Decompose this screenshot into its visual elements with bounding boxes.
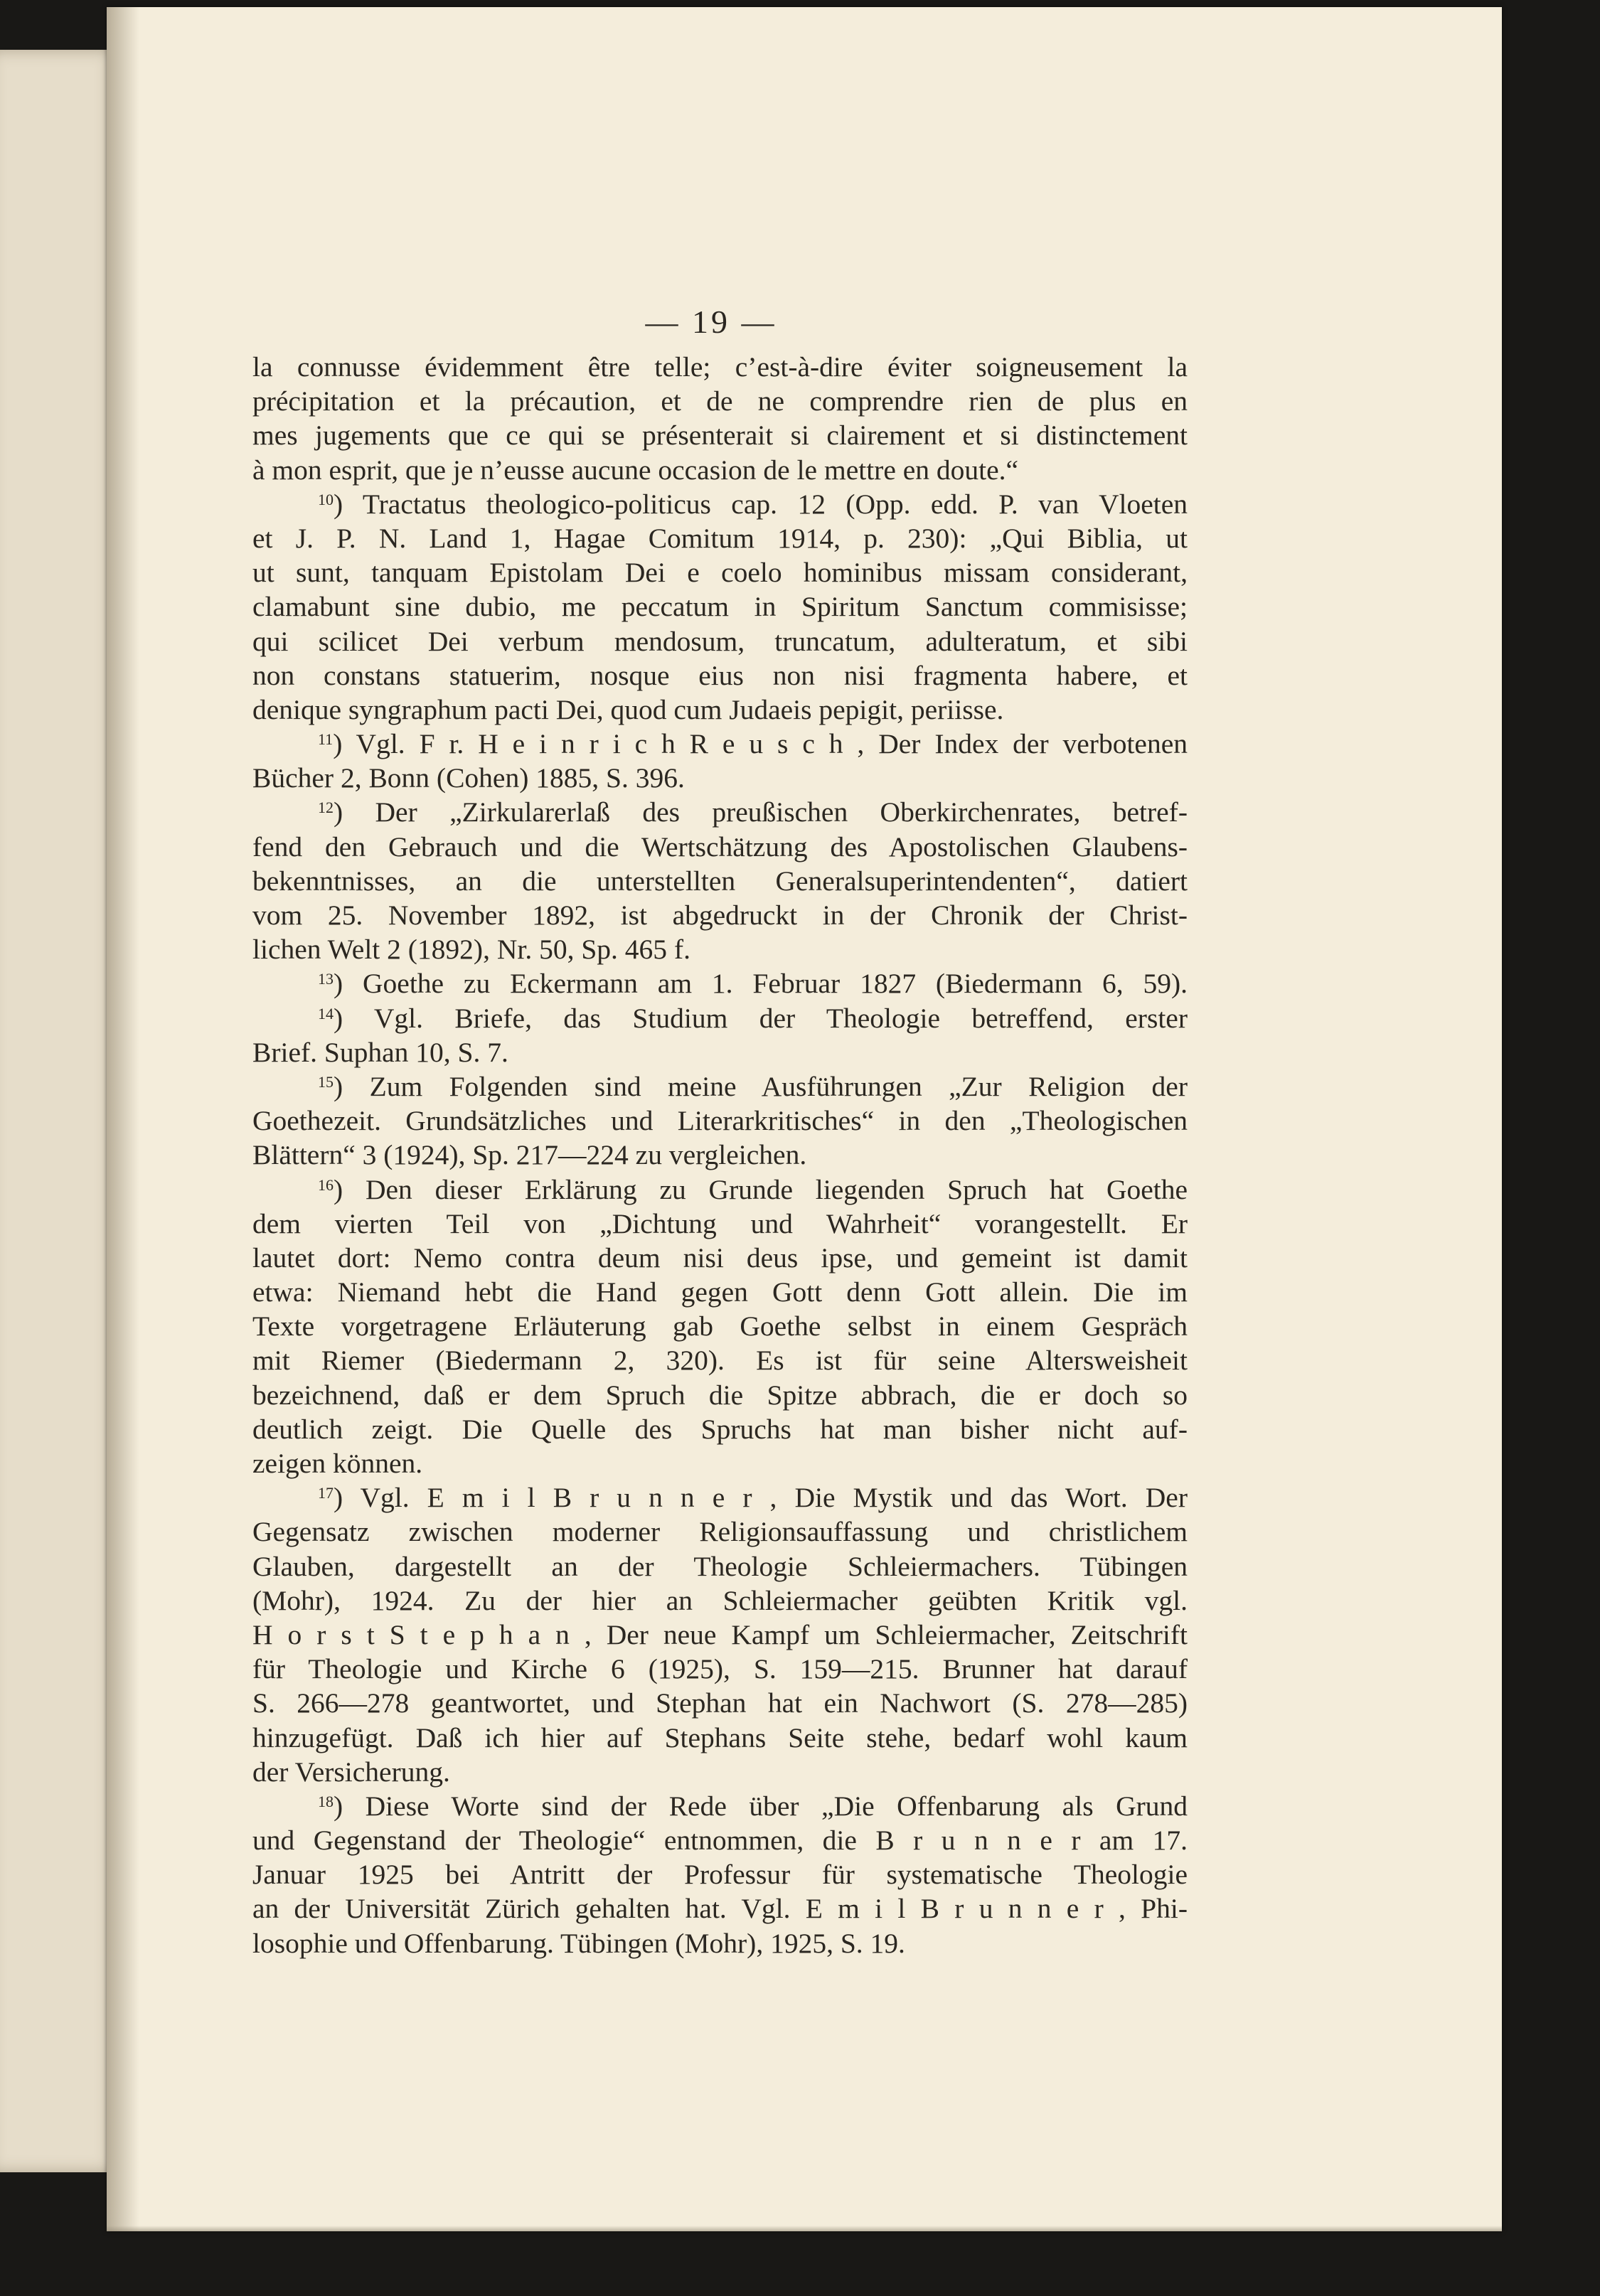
footnote-number: 18 <box>318 1792 334 1810</box>
line-text: und Gegenstand der Theologie“ entnommen, die B r u n n e r am 17. <box>252 1825 1188 1857</box>
line-text: Bücher 2, Bonn (Cohen) 1885, S. 396. <box>252 762 685 794</box>
footnote-paren: ) <box>334 488 363 520</box>
text-line <box>252 693 1188 727</box>
text-line <box>252 1652 1188 1686</box>
line-text: fend den Gebrauch und die Wertschätzung des Apostolischen Glaubens- <box>252 831 1188 863</box>
text-line <box>252 624 1188 658</box>
footnote-paren: ) <box>333 728 356 760</box>
text-line <box>252 761 1188 795</box>
text-line <box>252 658 1188 693</box>
line-text: clamabunt sine dubio, me peccatum in Spiritum Sanctum commisisse; <box>252 591 1188 623</box>
text-line <box>252 1207 1188 1241</box>
footnote-number: 15 <box>318 1072 334 1091</box>
text-line <box>252 521 1188 555</box>
text-line <box>252 1926 1188 1960</box>
line-text: Brief. Suphan 10, S. 7. <box>252 1036 508 1068</box>
footnote-number: 17 <box>318 1484 334 1502</box>
footnote-paren: ) <box>334 1482 361 1514</box>
line-text: et J. P. N. Land 1, Hagae Comitum 1914, p. 230): „Qui Biblia, ut <box>252 522 1188 554</box>
line-text: mes jugements que ce qui se présenterait si clairement et si distinctement <box>252 420 1188 452</box>
line-text: Goethezeit. Grundsätzliches und Literarkritisches“ in den „Theologischen <box>252 1105 1188 1137</box>
line-text: Gegensatz zwischen moderner Religionsauffassung und christlichem <box>252 1516 1188 1548</box>
line-text: non constans statuerim, nosque eius non nisi fragmenta habere, et <box>252 659 1188 691</box>
footnote-paren: ) <box>334 1002 374 1034</box>
line-text: für Theologie und Kirche 6 (1925), S. 159—215. Brunner hat darauf <box>252 1653 1188 1685</box>
line-text: zeigen können. <box>252 1448 423 1479</box>
line-text: Der „Zirkularerlaß des preußischen Oberkirchenrates, betref- <box>375 796 1188 828</box>
text-line <box>252 1241 1188 1275</box>
text-line <box>252 384 1188 418</box>
text-line <box>252 1138 1188 1172</box>
footnote-paren: ) <box>334 1173 366 1205</box>
text-line <box>252 1549 1188 1584</box>
text-line <box>252 1275 1188 1309</box>
footnote-number: 14 <box>318 1004 334 1022</box>
text-line <box>252 1857 1188 1891</box>
line-text: (Mohr), 1924. Zu der hier an Schleiermacher geübten Kritik vgl. <box>252 1584 1188 1616</box>
text-line <box>252 932 1188 966</box>
footnote-number: 10 <box>318 490 334 508</box>
line-text: S. 266—278 geantwortet, und Stephan hat ein Nachwort (S. 278—285) <box>252 1687 1188 1719</box>
footnote-first-line <box>252 966 1188 1000</box>
text-line <box>252 1584 1188 1618</box>
page-number: — 19 — <box>645 304 777 340</box>
text-line <box>252 555 1188 589</box>
gutter-shadow <box>107 7 139 2231</box>
text-line <box>252 1309 1188 1343</box>
page-bottom-edge <box>107 2226 1502 2231</box>
line-text: vom 25. November 1892, ist abgedruckt in der Chronik der Christ- <box>252 899 1188 931</box>
footnote-paren: ) <box>334 796 375 828</box>
line-text: ut sunt, tanquam Epistolam Dei e coelo hominibus missam considerant, <box>252 557 1188 589</box>
line-text: Diese Worte sind der Rede über „Die Offenbarung als Grund <box>365 1790 1188 1822</box>
line-text: Zum Folgenden sind meine Ausführungen „Zur Religion der <box>369 1070 1188 1102</box>
footnote-first-line <box>252 795 1188 829</box>
text-line <box>252 1104 1188 1138</box>
line-text: Tractatus theologico-politicus cap. 12 (Opp. edd. P. van Vloeten <box>362 488 1188 520</box>
footnote-paren: ) <box>334 1790 366 1822</box>
text-line <box>252 350 1188 384</box>
footnote-first-line <box>252 487 1188 521</box>
footnotes-text-block <box>252 350 1188 1960</box>
line-text: Januar 1925 bei Antritt der Professur für systematische Theologie <box>252 1859 1188 1891</box>
text-line <box>252 1891 1188 1926</box>
text-line <box>252 1412 1188 1446</box>
footnote-first-line <box>252 1001 1188 1035</box>
line-text: Glauben, dargestellt an der Theologie Schleiermachers. Tübingen <box>252 1550 1188 1582</box>
text-line <box>252 1755 1188 1789</box>
text-line <box>252 864 1188 898</box>
footnote-number: 16 <box>318 1175 334 1194</box>
line-text: Goethe zu Eckermann am 1. Februar 1827 (Biedermann 6, 59). <box>363 968 1188 1000</box>
text-line <box>252 1515 1188 1549</box>
footnote-first-line <box>252 1069 1188 1104</box>
line-text: an der Universität Zürich gehalten hat. Vgl. E m i l B r u n n e r , Phi- <box>252 1893 1188 1925</box>
line-text: deutlich zeigt. Die Quelle des Spruchs hat man bisher nicht auf- <box>252 1413 1188 1445</box>
line-text: losophie und Offenbarung. Tübingen (Mohr), 1925, S. 19. <box>252 1927 905 1959</box>
footnote-first-line <box>252 1789 1188 1823</box>
line-text: Vgl. Briefe, das Studium der Theologie betreffend, erster <box>373 1002 1188 1034</box>
text-line <box>252 1378 1188 1412</box>
line-text: Den dieser Erklärung zu Grunde liegenden Spruch hat Goethe <box>365 1173 1188 1205</box>
line-text: denique syngraphum pacti Dei, quod cum Judaeis pepigit, periisse. <box>252 693 1004 725</box>
footnote-first-line <box>252 727 1188 761</box>
facing-page-edge <box>0 50 123 2172</box>
line-text: précipitation et la précaution, et de ne comprendre rien de plus en <box>252 385 1188 417</box>
line-text: à mon esprit, que je n’eusse aucune occasion de le mettre en doute.“ <box>252 454 1019 486</box>
line-text: mit Riemer (Biedermann 2, 320). Es ist für seine Altersweisheit <box>252 1345 1188 1377</box>
text-line <box>252 1446 1188 1480</box>
line-text: Blättern“ 3 (1924), Sp. 217—224 zu vergleichen. <box>252 1139 807 1171</box>
line-text: la connusse évidemment être telle; c’est-à-dire éviter soigneusement la <box>252 351 1188 383</box>
text-line <box>252 1823 1188 1857</box>
text-line <box>252 1618 1188 1652</box>
line-text: lichen Welt 2 (1892), Nr. 50, Sp. 465 f. <box>252 934 690 966</box>
text-line <box>252 1686 1188 1720</box>
text-line <box>252 453 1188 487</box>
line-text: bezeichnend, daß er dem Spruch die Spitze abbrach, die er doch so <box>252 1379 1188 1411</box>
footnote-number: 13 <box>318 970 334 988</box>
line-text: dem vierten Teil von „Dichtung und Wahrheit“ vorangestellt. Er <box>252 1207 1188 1239</box>
text-line <box>252 830 1188 864</box>
line-text: Vgl. E m i l B r u n n e r , Die Mystik und das Wort. Der <box>360 1482 1188 1514</box>
line-text: etwa: Niemand hebt die Hand gegen Gott denn Gott allein. Die im <box>252 1276 1188 1308</box>
footnote-paren: ) <box>334 968 363 1000</box>
line-text: lautet dort: Nemo contra deum nisi deus ipse, und gemeint ist damit <box>252 1242 1188 1274</box>
line-text: bekenntnisses, an die unterstellten Generalsuperintendenten“, datiert <box>252 865 1188 897</box>
line-text: hinzugefügt. Daß ich hier auf Stephans Seite stehe, bedarf wohl kaum <box>252 1721 1188 1753</box>
text-line <box>252 1343 1188 1377</box>
footnote-number: 12 <box>318 799 334 817</box>
line-text: H o r s t S t e p h a n , Der neue Kampf um Schleiermacher, Zeitschrift <box>252 1618 1188 1650</box>
footnote-first-line <box>252 1480 1188 1515</box>
text-line <box>252 898 1188 932</box>
footnote-number: 11 <box>318 730 334 749</box>
text-line <box>252 1721 1188 1755</box>
text-line <box>252 1035 1188 1069</box>
text-line <box>252 418 1188 452</box>
line-text: der Versicherung. <box>252 1756 450 1788</box>
footnote-paren: ) <box>334 1070 370 1102</box>
line-text: Texte vorgetragene Erläuterung gab Goethe selbst in einem Gespräch <box>252 1310 1188 1342</box>
footnote-first-line <box>252 1173 1188 1207</box>
line-text: Vgl. F r. H e i n r i c h R e u s c h , Der Index der verbotenen <box>356 728 1188 760</box>
text-line <box>252 589 1188 624</box>
line-text: qui scilicet Dei verbum mendosum, truncatum, adulteratum, et sibi <box>252 625 1188 657</box>
